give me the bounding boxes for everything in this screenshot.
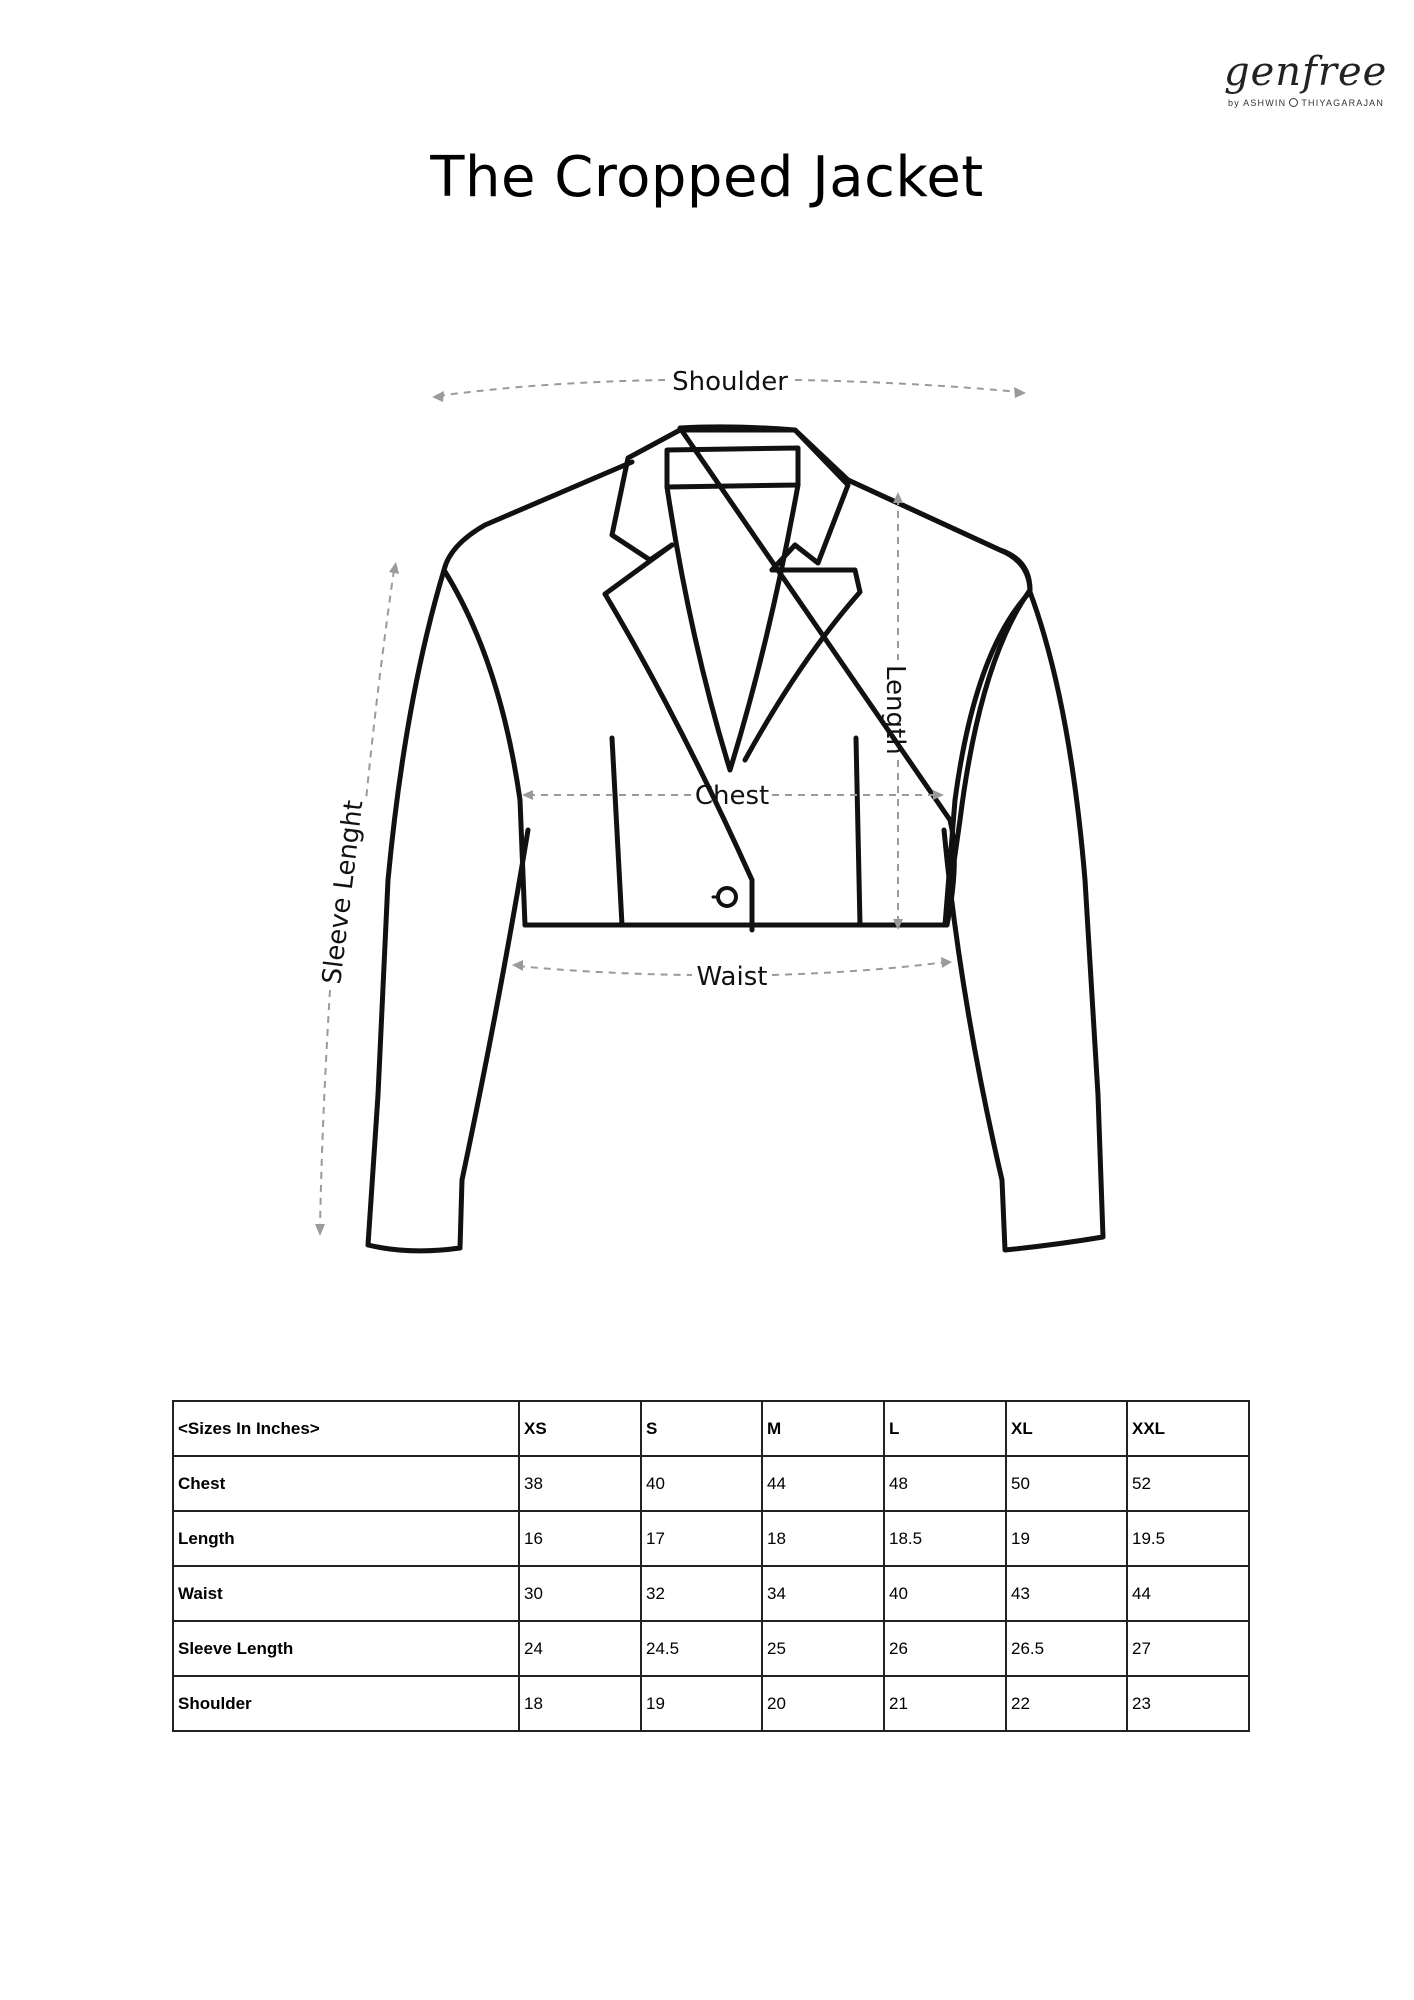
table-cell: 18: [519, 1676, 641, 1731]
table-cell: 34: [762, 1566, 884, 1621]
table-cell: 17: [641, 1511, 762, 1566]
size-header-xl: XL: [1006, 1401, 1127, 1456]
table-cell: 52: [1127, 1456, 1249, 1511]
table-row: [173, 1456, 1249, 1511]
size-header-s: S: [641, 1401, 762, 1456]
table-row: [173, 1566, 1249, 1621]
table-cell: 30: [519, 1566, 641, 1621]
jacket-left-body: [444, 462, 632, 925]
table-cell: 24.5: [641, 1621, 762, 1676]
jacket-outline: [368, 427, 1103, 1251]
table-cell: 19: [1006, 1511, 1127, 1566]
table-cell: 23: [1127, 1676, 1249, 1731]
waist-label: Waist: [696, 962, 768, 992]
page-title: The Cropped Jacket: [430, 145, 984, 210]
brand-tagline-first: ASHWIN: [1243, 98, 1287, 108]
jacket-dart-right: [856, 738, 860, 925]
row-label-shoulder: Shoulder: [173, 1676, 519, 1731]
table-cell: 48: [884, 1456, 1006, 1511]
size-header-xxl: XXL: [1127, 1401, 1249, 1456]
table-cell: 32: [641, 1566, 762, 1621]
table-cell: 44: [762, 1456, 884, 1511]
size-header-xs: XS: [519, 1401, 641, 1456]
jacket-button-icon: [718, 888, 736, 906]
table-cell: 25: [762, 1621, 884, 1676]
jacket-dart-left: [612, 738, 622, 925]
table-cell: 50: [1006, 1456, 1127, 1511]
jacket-lapel-left: [605, 545, 752, 880]
chest-measure: [522, 781, 944, 811]
table-cell: 44: [1127, 1566, 1249, 1621]
jacket-left-sleeve: [368, 570, 528, 1251]
table-cell: 21: [884, 1676, 1006, 1731]
brand-tagline-last: THIYAGARAJAN: [1301, 98, 1385, 108]
shoulder-label: Shoulder: [672, 367, 788, 397]
table-cell: 19.5: [1127, 1511, 1249, 1566]
waist-measure: [512, 957, 952, 992]
jacket-right-body: [848, 480, 1030, 925]
table-cell: 26: [884, 1621, 1006, 1676]
table-header-row: [173, 1401, 1249, 1456]
jacket-right-sleeve: [944, 592, 1103, 1250]
chest-label: Chest: [694, 781, 770, 811]
jacket-neck-v: [667, 485, 798, 770]
table-cell: 19: [641, 1676, 762, 1731]
table-cell: 27: [1127, 1621, 1249, 1676]
table-cell: 40: [641, 1456, 762, 1511]
jacket-body-outline: [680, 427, 1030, 925]
size-chart-table: [172, 1400, 1250, 1732]
table-row: [173, 1676, 1249, 1731]
table-cell: 38: [519, 1456, 641, 1511]
length-measure: [880, 492, 910, 930]
table-cell: 20: [762, 1676, 884, 1731]
table-cell: 24: [519, 1621, 641, 1676]
table-cell: 40: [884, 1566, 1006, 1621]
table-cell: 22: [1006, 1676, 1127, 1731]
row-label-length: Length: [173, 1511, 519, 1566]
brand-tagline-by: by: [1228, 98, 1240, 108]
size-header-m: M: [762, 1401, 884, 1456]
size-header-l: L: [884, 1401, 1006, 1456]
jacket-collar-band: [667, 448, 798, 487]
table-cell: 26.5: [1006, 1621, 1127, 1676]
brand-logo-script: genfree: [1224, 49, 1388, 95]
length-label: Length: [880, 665, 910, 755]
table-header-label: <Sizes In Inches>: [173, 1401, 519, 1456]
table-cell: 18: [762, 1511, 884, 1566]
table-row: [173, 1511, 1249, 1566]
shoulder-measure: [432, 367, 1026, 402]
table-row: [173, 1621, 1249, 1676]
sleeve-length-label: Sleeve Lenght: [317, 798, 370, 986]
table-cell: 43: [1006, 1566, 1127, 1621]
row-label-sleeve-length: Sleeve Length: [173, 1621, 519, 1676]
table-cell: 18.5: [884, 1511, 1006, 1566]
row-label-chest: Chest: [173, 1456, 519, 1511]
row-label-waist: Waist: [173, 1566, 519, 1621]
table-cell: 16: [519, 1511, 641, 1566]
